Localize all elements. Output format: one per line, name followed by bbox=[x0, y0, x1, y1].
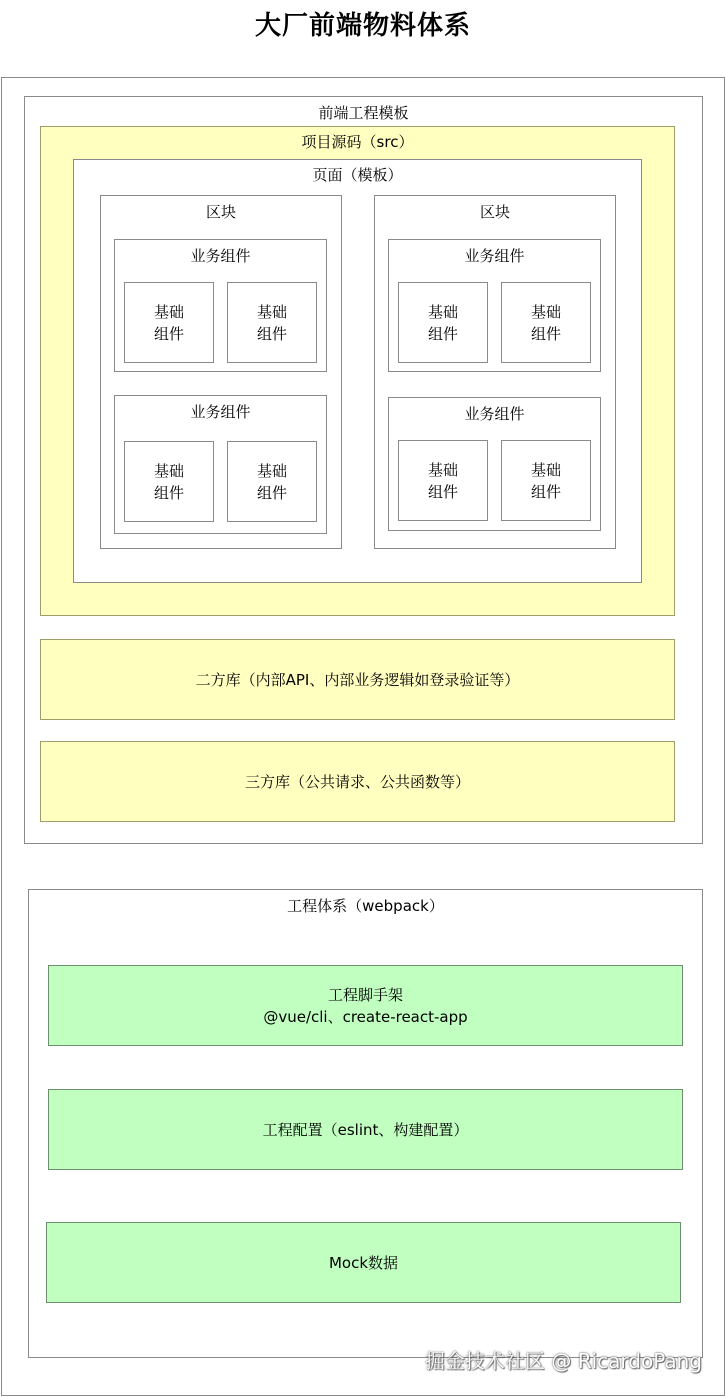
base-component-box: 基础 组件 bbox=[501, 440, 591, 521]
block-label: 区块 bbox=[479, 203, 510, 221]
business-component-label: 业务组件 bbox=[190, 403, 251, 421]
page-label: 页面（模板） bbox=[312, 166, 403, 184]
third-party-library-box: 三方库（公共请求、公共函数等） bbox=[40, 741, 675, 822]
base-component-box: 基础 组件 bbox=[227, 282, 317, 363]
business-component-label: 业务组件 bbox=[464, 247, 525, 265]
base-component-box: 基础 组件 bbox=[398, 440, 488, 521]
watermark: 掘金技术社区 @ RicardoPang bbox=[424, 1349, 702, 1373]
business-component-label: 业务组件 bbox=[190, 247, 251, 265]
block-label: 区块 bbox=[205, 203, 236, 221]
mock-data-box: Mock数据 bbox=[46, 1222, 681, 1303]
business-component-label: 业务组件 bbox=[464, 405, 525, 423]
engineering-system-label: 工程体系（webpack） bbox=[287, 897, 444, 915]
base-component-box: 基础 组件 bbox=[124, 282, 214, 363]
base-component-box: 基础 组件 bbox=[124, 441, 214, 522]
base-component-box: 基础 组件 bbox=[227, 441, 317, 522]
base-component-box: 基础 组件 bbox=[398, 282, 488, 363]
src-label: 项目源码（src） bbox=[301, 133, 414, 151]
second-party-library-box: 二方库（内部API、内部业务逻辑如登录验证等） bbox=[40, 639, 675, 720]
base-component-box: 基础 组件 bbox=[501, 282, 591, 363]
diagram-title: 大厂前端物料体系 bbox=[254, 11, 471, 41]
engineering-config-box: 工程配置（eslint、构建配置） bbox=[48, 1089, 683, 1170]
frontend-template-label: 前端工程模板 bbox=[318, 104, 409, 122]
scaffold-box: 工程脚手架 @vue/cli、create-react-app bbox=[48, 965, 683, 1046]
